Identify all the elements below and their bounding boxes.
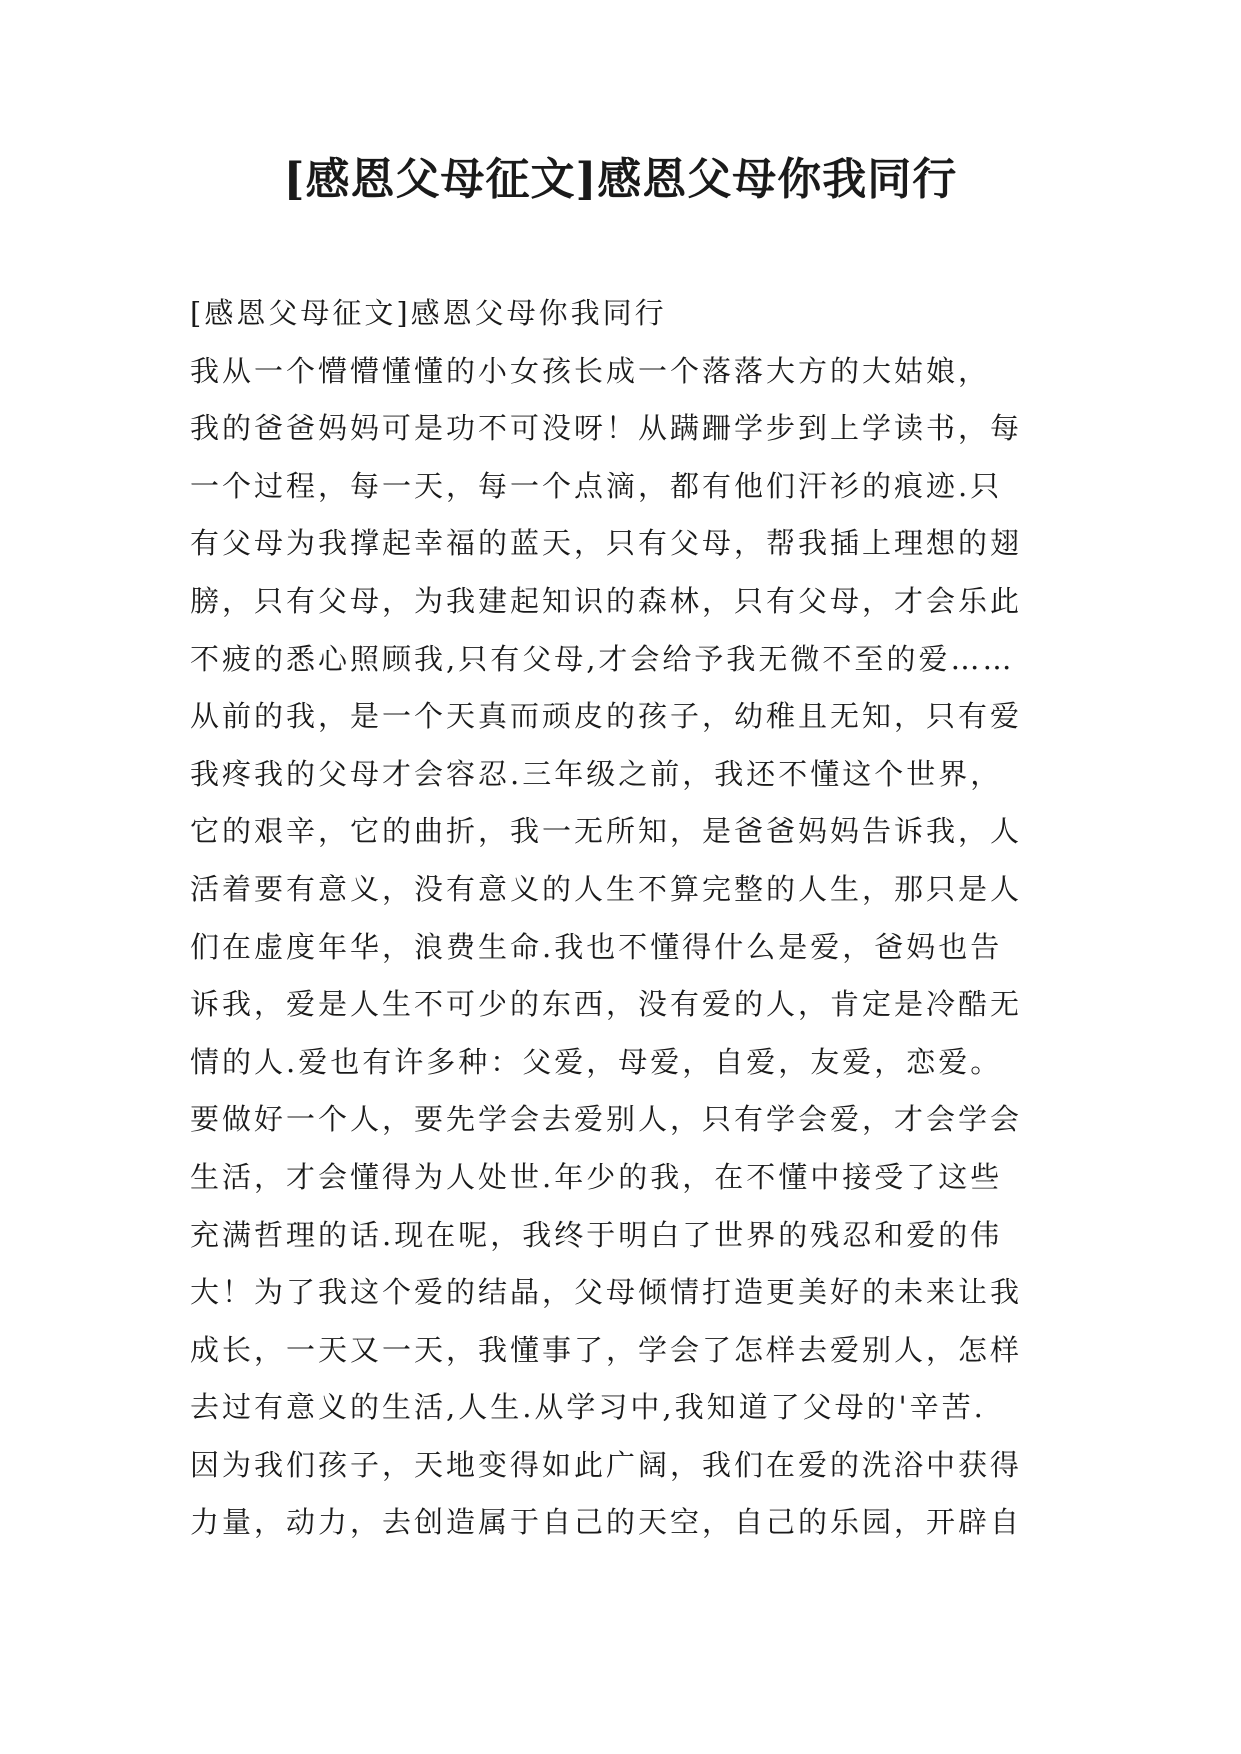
body-line: 要做好一个人，要先学会去爱别人，只有学会爱，才会学会 (190, 1102, 1023, 1137)
body-line: 力量，动力，去创造属于自己的天空，自己的乐园，开辟自 (190, 1505, 1023, 1540)
body-line: 成长，一天又一天，我懂事了，学会了怎样去爱别人，怎样 (190, 1332, 1023, 1367)
body-line: 活着要有意义，没有意义的人生不算完整的人生，那只是人 (190, 871, 1023, 906)
document-body (190, 285, 1070, 1552)
body-line: 膀，只有父母，为我建起知识的森林，只有父母，才会乐此 (190, 583, 1023, 618)
body-line: 因为我们孩子，天地变得如此广阔，我们在爱的洗浴中获得 (190, 1447, 1023, 1482)
document-title: [感恩父母征文]感恩父母你我同行 (283, 154, 958, 205)
body-line: 它的艰辛，它的曲折，我一无所知，是爸爸妈妈告诉我，人 (190, 814, 1023, 849)
body-line: 不疲的悉心照顾我,只有父母,才会给予我无微不至的爱…… (190, 641, 1015, 676)
body-line: 有父母为我撑起幸福的蓝天，只有父母，帮我插上理想的翅 (190, 526, 1023, 561)
body-line: 们在虚度年华，浪费生命.我也不懂得什么是爱，爸妈也告 (190, 929, 1003, 964)
body-line: 从前的我，是一个天真而顽皮的孩子，幼稚且无知，只有爱 (190, 699, 1023, 734)
body-line: 去过有意义的生活,人生.从学习中,我知道了父母的'辛苦. (190, 1390, 986, 1425)
body-line: 我的爸爸妈妈可是功不可没呀！从蹒跚学步到上学读书，每 (190, 411, 1023, 446)
body-line: 我从一个懵懵懂懂的小女孩长成一个落落大方的大姑娘， (190, 353, 991, 388)
body-line: 大！为了我这个爱的结晶，父母倾情打造更美好的未来让我 (190, 1275, 1023, 1310)
body-line: 情的人.爱也有许多种：父爱，母爱，自爱，友爱，恋爱。 (190, 1044, 1003, 1079)
subtitle-line: [感恩父母征文]感恩父母你我同行 (190, 296, 667, 330)
body-line: 生活，才会懂得为人处世.年少的我，在不懂中接受了这些 (190, 1159, 1003, 1194)
body-line: 我疼我的父母才会容忍.三年级之前，我还不懂这个世界， (190, 756, 1003, 791)
body-line: 充满哲理的话.现在呢，我终于明白了世界的残忍和爱的伟 (190, 1217, 1003, 1252)
body-line: 诉我，爱是人生不可少的东西，没有爱的人，肯定是冷酷无 (190, 987, 1023, 1022)
body-line: 一个过程，每一天，每一个点滴，都有他们汗衫的痕迹.只 (190, 468, 1003, 503)
